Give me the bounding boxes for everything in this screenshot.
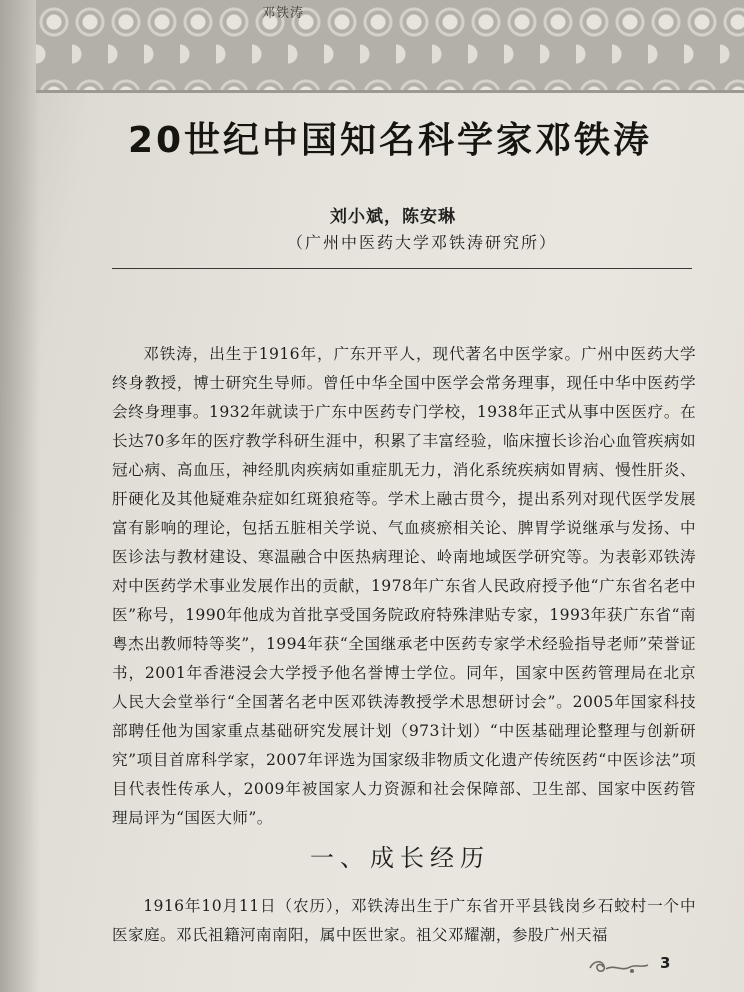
section-body — [112, 892, 696, 950]
cloud-ornament-icon — [588, 956, 650, 976]
author-affiliation: （广州中医药大学邓铁涛研究所） — [287, 233, 558, 252]
section-heading: 一、成长经历 — [310, 844, 490, 872]
decorative-header-band — [36, 0, 744, 93]
abstract-paragraph: 邓铁涛，出生于1916年，广东开平人，现代著名中医学家。广州中医药大学终身教授，博士研究生导师。曾任中华全国中医学会常务理事，现任中华中医药学会终身理事。1932年就读于广东中医药专门学校，1938年正式从事中医医疗。在长达70多年的医疗教学科研生涯中，积累了丰富经验，临床擅长诊治心血管疾病如冠心病、高血压，神经肌肉疾病如重症肌无力，消化系统疾病如胃病、慢性肝炎、肝硬化及其他疑难杂症如红斑狼疮等。学术上融古贯今，提出系列对现代医学发展富有影响的理论，包括五脏相关学说、气血痰瘀相关论、脾胃学说继承与发扬、中医诊法与教材建设、寒温融合中医热病理论、岭南地域医学研究等。为表彰邓铁涛对中医药学术事业发展作出的贡献，1978年广东省人民政府授予他“广东省名老中医”称号，1990年他成为首批享受国务院政府特殊津贴专家，1993年获广东省“南粤杰出教师特等奖”，1994年获“全国继承老中医药专家学术经验指导老师”荣誉证书，2001年香港浸会大学授予他名誉博士学位。同年，国家中医药管理局在北京人民大会堂举行“全国著名老中医邓铁涛教授学术思想研讨会”。2005年国家科技部聘任他为国家重点基础研究发展计划（973计划）“中医基础理论整理与创新研究”项目首席科学家，2007年评选为国家级非物质文化遗产传统医药“中医诊法”项目代表性传承人，2009年被国家人力资源和社会保障部、卫生部、国家中医药管理局评为“国医大师”。 — [112, 345, 696, 827]
page-number: 3 — [660, 954, 671, 972]
body-paragraph: 1916年10月11日（农历），邓铁涛出生于广东省开平县钱岗乡石蛟村一个中医家庭。邓氏祖籍河南南阳，属中医世家。祖父邓耀潮，参股广州天福 — [112, 897, 696, 944]
binding-shadow — [0, 0, 40, 992]
article-authors: 刘小斌，陈安琳 — [330, 207, 456, 227]
article-title: 20世纪中国知名科学家邓铁涛 — [127, 120, 653, 161]
title-divider — [112, 268, 692, 269]
header-band-text: 邓铁涛 — [261, 6, 304, 21]
abstract-block — [112, 340, 696, 833]
